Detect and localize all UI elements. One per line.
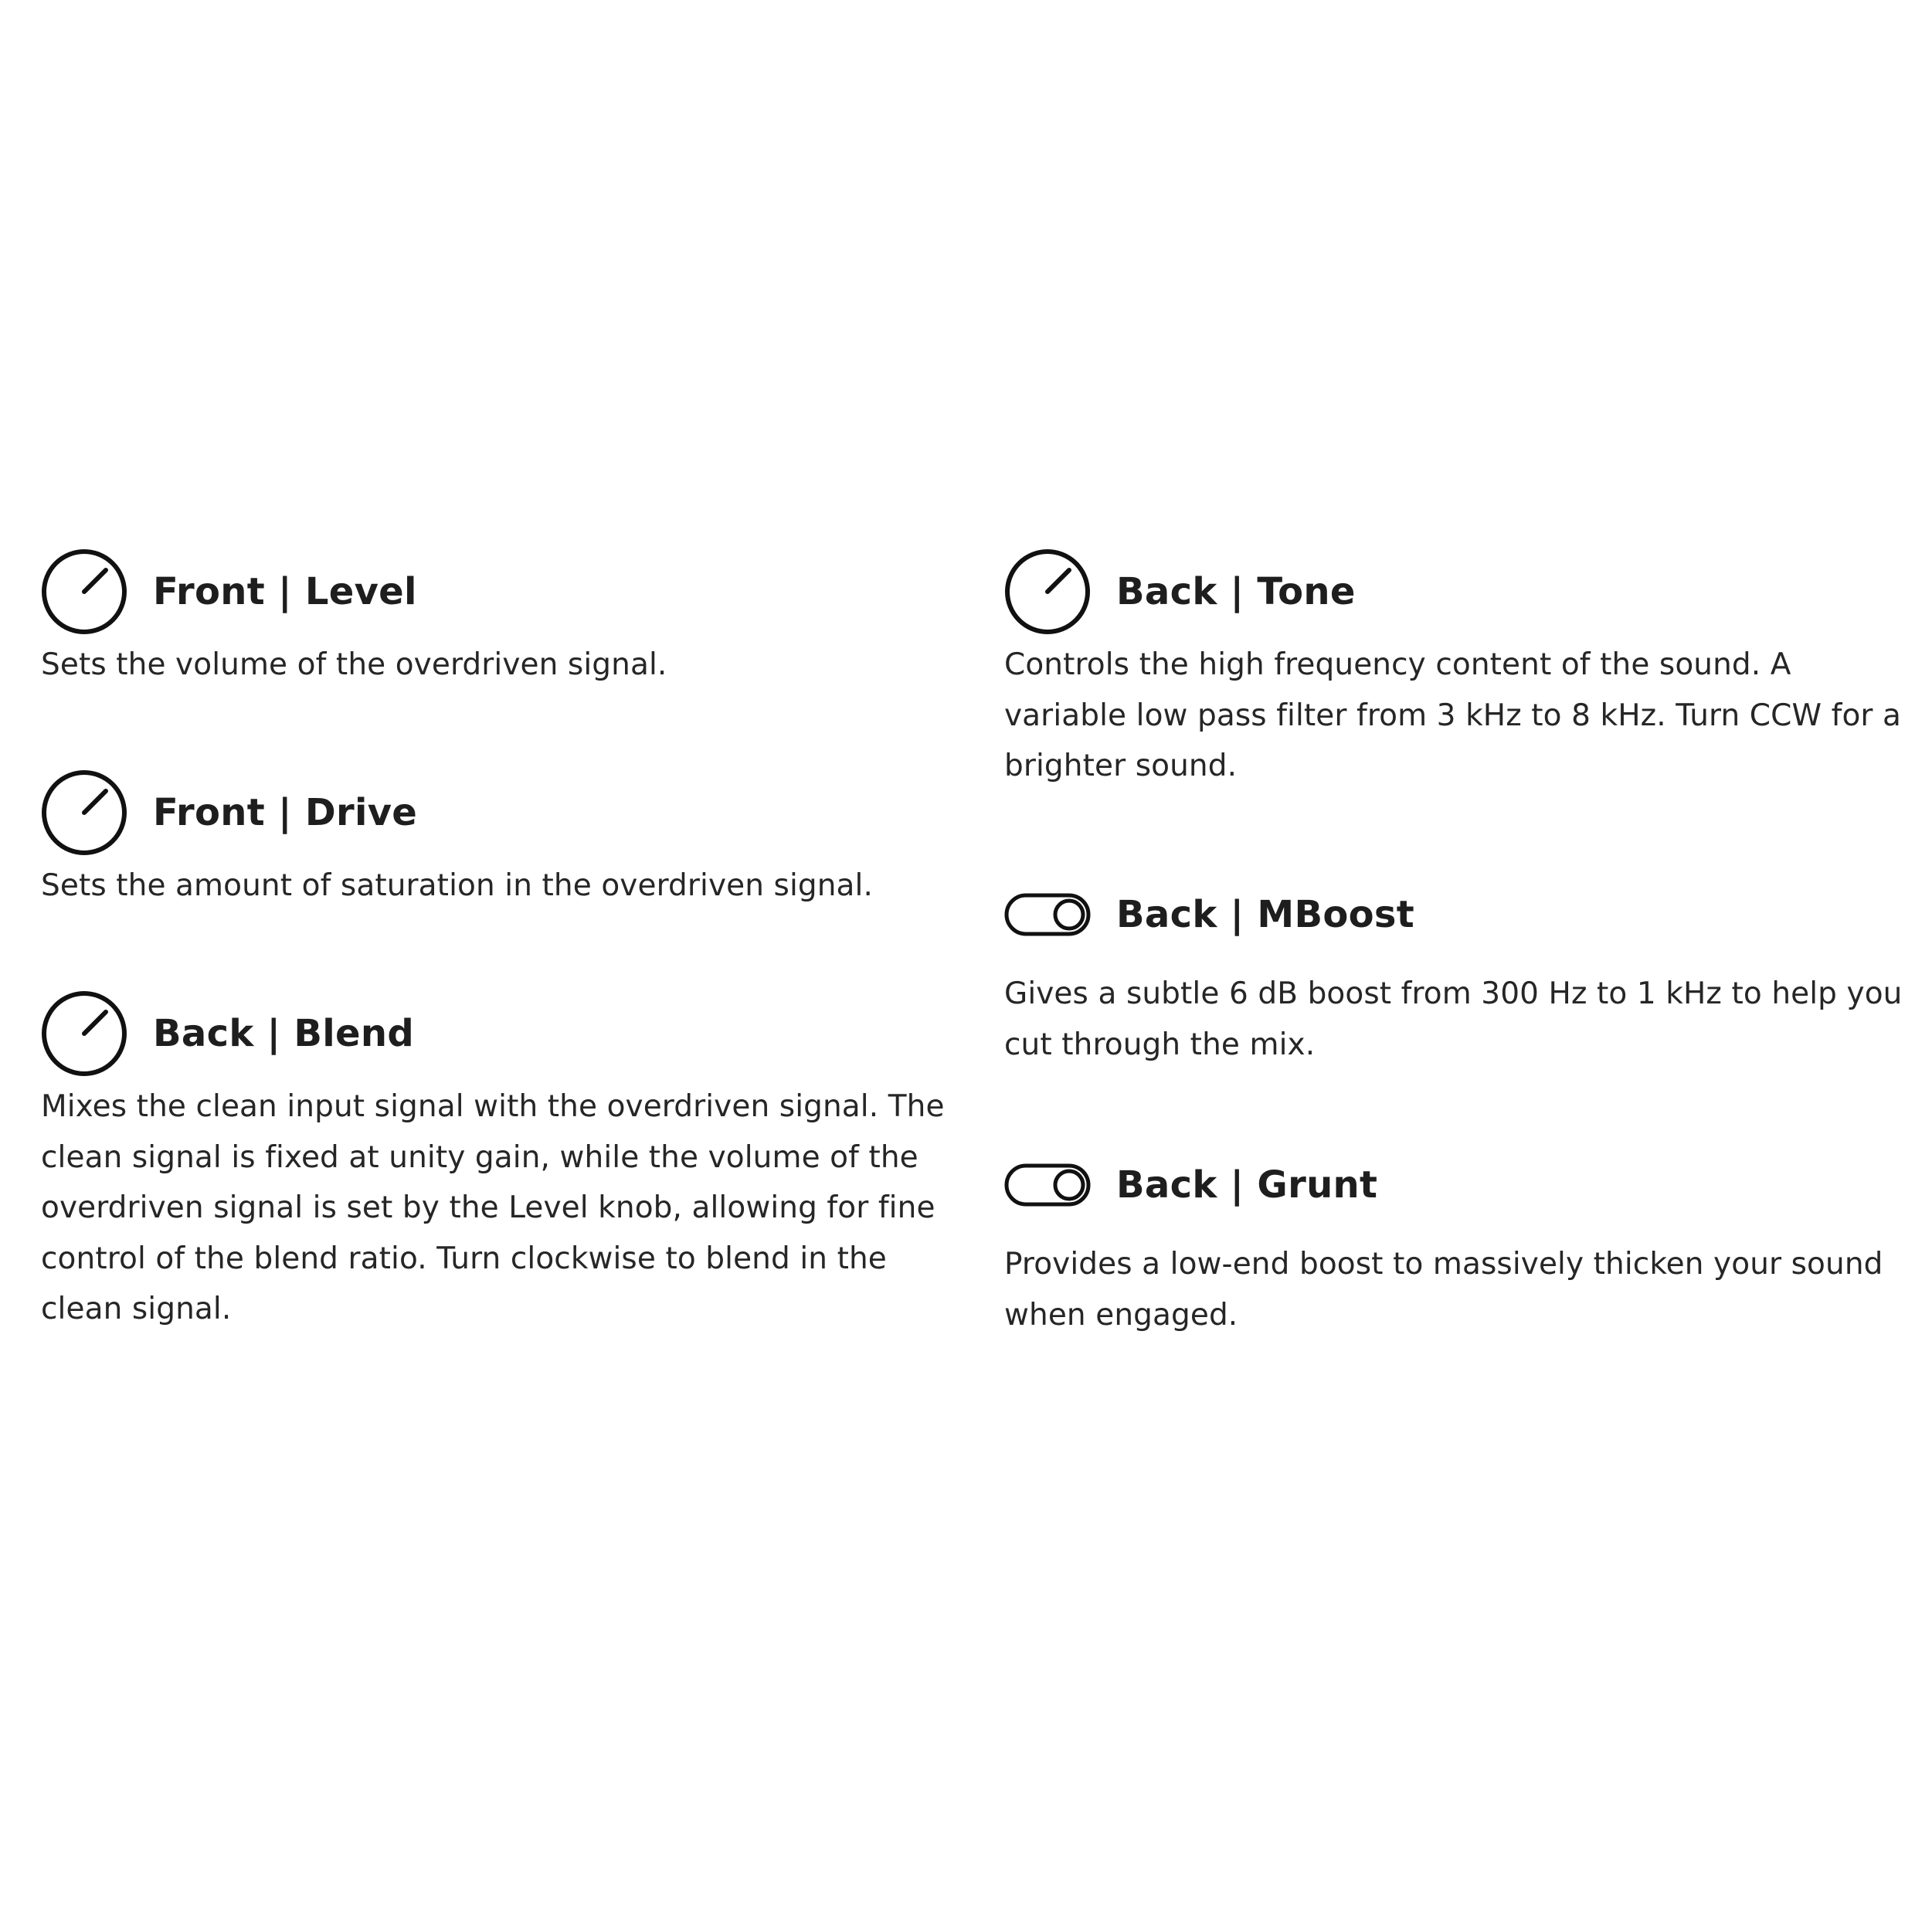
control-title: Back | Blend bbox=[153, 1012, 415, 1055]
control-description: Provides a low-end boost to massively thicken your sound when engaged. bbox=[1004, 1247, 1883, 1333]
control-description: Sets the amount of saturation in the overdriven signal. bbox=[41, 868, 873, 903]
control-front-drive bbox=[41, 769, 949, 912]
control-back-mboost bbox=[1004, 871, 1912, 1070]
control-title: Back | Grunt bbox=[1116, 1163, 1378, 1207]
control-front-level bbox=[41, 548, 949, 691]
control-description: Mixes the clean input signal with the overdriven signal. The clean signal is fixed at unity gain, while the volume of the overdriven signal is set by the Level knob, allowing for fine control of the blend ratio. Turn clockwise to blend in the clean signal. bbox=[41, 1089, 945, 1326]
control-header bbox=[41, 990, 949, 1077]
control-title: Front | Drive bbox=[153, 791, 418, 834]
control-back-grunt bbox=[1004, 1142, 1912, 1340]
control-header bbox=[41, 548, 949, 635]
knob-icon bbox=[1004, 548, 1091, 635]
control-header bbox=[1004, 871, 1912, 958]
control-description: Gives a subtle 6 dB boost from 300 Hz to 1 kHz to help you cut through the mix. bbox=[1004, 976, 1903, 1062]
control-back-blend bbox=[41, 990, 949, 1335]
knob-icon bbox=[41, 548, 127, 635]
control-description: Sets the volume of the overdriven signal. bbox=[41, 647, 667, 682]
knob-icon bbox=[41, 769, 127, 856]
toggle-switch-icon bbox=[1004, 1163, 1091, 1207]
control-title: Back | MBoost bbox=[1116, 893, 1415, 936]
control-title: Front | Level bbox=[153, 570, 417, 613]
control-back-tone bbox=[1004, 548, 1912, 792]
control-header bbox=[1004, 1142, 1912, 1228]
toggle-switch-icon bbox=[1004, 893, 1091, 936]
knob-icon bbox=[41, 990, 127, 1077]
control-title: Back | Tone bbox=[1116, 570, 1356, 613]
control-header bbox=[41, 769, 949, 856]
control-description: Controls the high frequency content of the sound. A variable low pass filter from 3 kHz to 8 kHz. Turn CCW for a brighter sound. bbox=[1004, 647, 1902, 783]
control-header bbox=[1004, 548, 1912, 635]
